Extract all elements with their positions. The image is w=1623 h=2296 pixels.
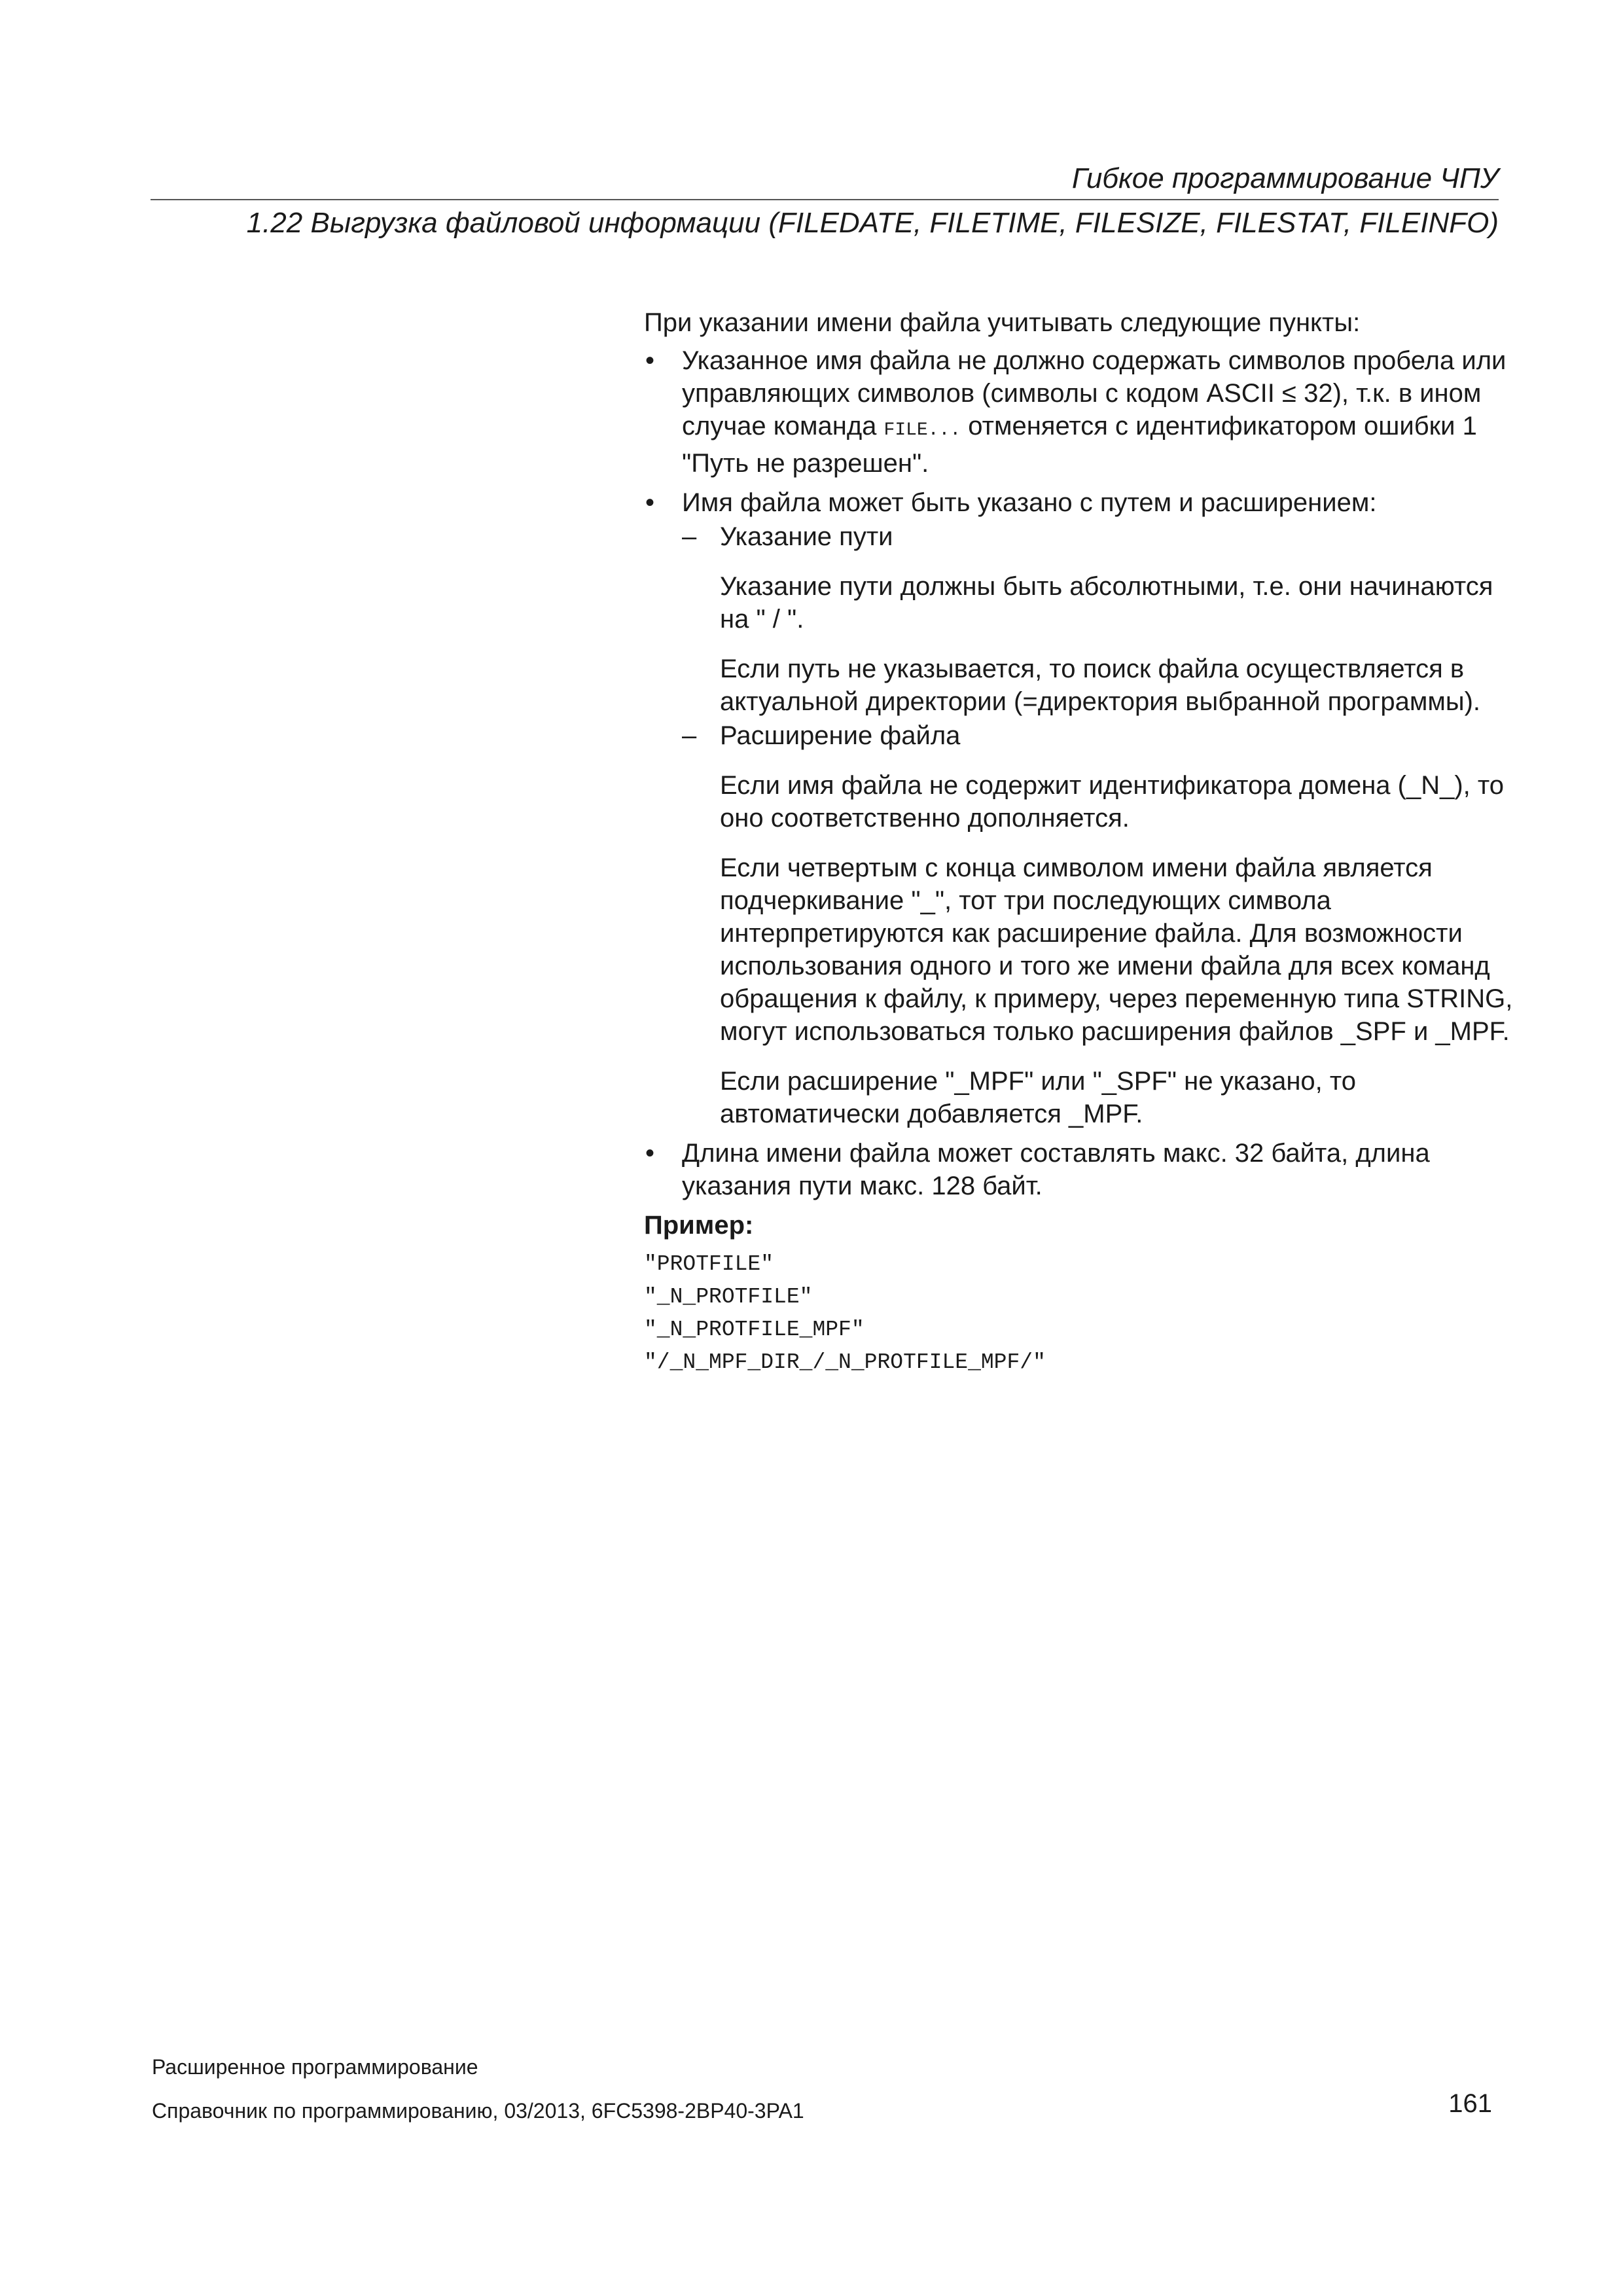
running-header-chapter: Гибкое программирование ЧПУ — [1071, 162, 1499, 194]
header-divider — [151, 199, 1499, 200]
bullet-marker: • — [645, 346, 655, 375]
example-heading: Пример: — [644, 1211, 754, 1240]
dash-paragraph: Если имя файла не содержит идентификатора домена (_N_), то оно соответственно дополняется. — [720, 771, 1505, 833]
bullet-text-part: Указанное имя файла не должно содержать символов пробела или управляющих символов (символы с кодом ASCII ≤ 32), т.к. в ином случае команда — [682, 346, 1507, 440]
main-content — [644, 306, 1514, 1379]
dash-paragraph: Если расширение "_MPF" или "_SPF" не указано, то автоматически добавляется _MPF. — [720, 1067, 1357, 1128]
inline-code: FILE... — [883, 420, 961, 440]
bullet-item-length-limits — [644, 1137, 1514, 1202]
footer-title: Расширенное программирование — [152, 2055, 478, 2079]
footer-reference: Справочник по программированию, 03/2013, 6FC5398-2BP40-3PA1 — [152, 2099, 804, 2123]
dash-paragraph: Указание пути должны быть абсолютными, т.е. они начинаются на " / ". — [720, 572, 1493, 634]
bullet-marker: • — [645, 488, 655, 517]
code-line: "/_N_MPF_DIR_/_N_PROTFILE_MPF/" — [644, 1350, 1046, 1374]
bullet-item-filename-restrictions — [644, 344, 1514, 480]
code-example — [644, 1248, 1514, 1379]
bullet-text: Имя файла может быть указано с путем и расширением: — [682, 488, 1377, 517]
code-line: "_N_PROTFILE" — [644, 1285, 813, 1309]
dash-paragraph: Если четвертым с конца символом имени файла является подчеркивание "_", тот три последующих символа интерпретируются как расширение файла. Для возможности использования одного и того же имени файла для всех команд обращения к файлу, к примеру, через переменную типа STRING, могут использоваться только расширения файлов _SPF и _MPF. — [720, 853, 1513, 1046]
page-number: 161 — [1448, 2089, 1492, 2118]
dash-title: Расширение файла — [720, 721, 961, 750]
dash-paragraph: Если путь не указывается, то поиск файла осуществляется в актуальной директории (=директория выбранной программы). — [720, 655, 1481, 716]
running-header-section: 1.22 Выгрузка файловой информации (FILEDATE, FILETIME, FILESIZE, FILESTAT, FILEINFO) — [246, 207, 1499, 239]
dash-marker: – — [682, 522, 697, 551]
dash-item-path — [682, 520, 1514, 718]
bullet-marker: • — [645, 1139, 655, 1168]
bullet-item-path-extension — [644, 486, 1514, 1130]
intro-paragraph: При указании имени файла учитывать следующие пункты: — [644, 308, 1361, 337]
bullet-text: Длина имени файла может составлять макс. 32 байта, длина указания пути макс. 128 байт. — [682, 1139, 1430, 1200]
code-line: "_N_PROTFILE_MPF" — [644, 1318, 865, 1342]
dash-marker: – — [682, 721, 697, 750]
dash-title: Указание пути — [720, 522, 893, 551]
bullet-text-part: отменяется с идентификатором ошибки 1 "Путь не разрешен". — [682, 412, 1477, 478]
code-line: "PROTFILE" — [644, 1252, 774, 1276]
dash-item-extension — [682, 719, 1514, 1130]
